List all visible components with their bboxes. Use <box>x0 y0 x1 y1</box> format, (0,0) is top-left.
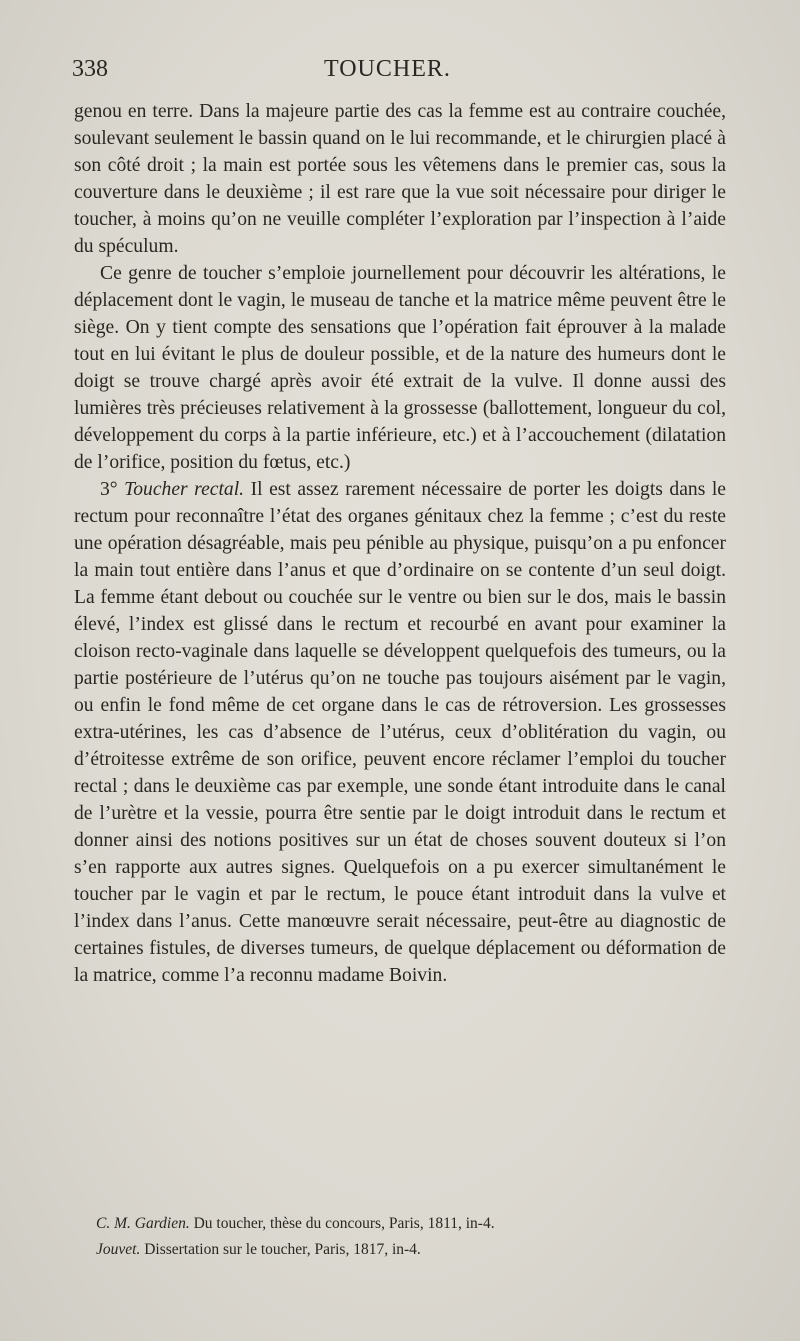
reference-text: Du toucher, thèse du concours, Paris, 1811, in-4. <box>189 1215 495 1232</box>
reference-item <box>74 1237 726 1263</box>
section-number: 3° <box>100 479 125 500</box>
reference-item <box>74 1211 726 1237</box>
paragraph-rectal-touch <box>74 476 726 989</box>
page-header <box>72 56 727 90</box>
body-text <box>74 98 726 989</box>
paragraph-continuation: genou en terre. Dans la majeure partie des cas la femme est au contraire couchée, soulevant seulement le bassin quand on le lui recommande, et le chirurgien placé à son côté droit ; la main est portée sous les vêtemens dans le premier cas, sous la couverture dans le deuxième ; il est rare que la vue soit nécessaire pour diriger le toucher, à moins qu’on ne veuille compléter l’exploration par l’inspection à l’aide du spéculum. <box>74 101 726 257</box>
reference-author: Jouvet. <box>96 1241 141 1258</box>
reference-text: Dissertation sur le toucher, Paris, 1817, in-4. <box>140 1241 421 1258</box>
reference-author: C. M. Gardien. <box>96 1215 190 1232</box>
section-title: Toucher rectal. <box>124 479 245 500</box>
paragraph-vaginal-touch: Ce genre de toucher s’emploie journellement pour découvrir les altérations, le déplacement dont le vagin, le museau de tanche et la matrice même peuvent être le siège. On y tient compte des sensations que l’opération fait éprouver à la malade tout en lui évitant le plus de douleur possible, et de la nature des humeurs dont le doigt se trouve chargé après avoir été extrait de la vulve. Il donne aussi des lumières très précieuses relativement à la grossesse (ballottement, longueur du col, développement du corps à la partie inférieure, etc.) et à l’accouchement (dilatation de l’orifice, position du fœtus, etc.) <box>74 263 726 473</box>
bibliography <box>74 1211 726 1263</box>
page-number: 338 <box>72 56 108 82</box>
section-text: Il est assez rarement nécessaire de porter les doigts dans le rectum pour reconnaître l’état des organes génitaux chez la femme ; c’est du reste une opération désagréable, mais peu pénible au physique, puisqu’on a pu enfoncer la main tout entière dans l’anus et que d’ordinaire on se contente d’un seul doigt. La femme étant debout ou couchée sur le ventre ou bien sur le dos, mais le bassin élevé, l’index est glissé dans le rectum et recourbé en avant pour examiner la cloison recto-vaginale dans laquelle se développent quelquefois des tumeurs, ou la partie postérieure de l’utérus qu’on ne touche pas toujours aisément par le vagin, ou enfin le fond même de cet organe dans le cas de rétroversion. Les grossesses extra-utérines, les cas d’absence de l’utérus, ceux d’oblitération du vagin, ou d’étroitesse extrême de son orifice, peuvent encore réclamer l’emploi du toucher rectal ; dans le deuxième cas par exemple, une sonde étant introduite dans le canal de l’urètre et la vessie, pourra être sentie par le doigt introduit dans le rectum et donner ainsi des notions positives sur un état de choses souvent douteux si l’on s’en rapporte aux autres signes. Quelquefois on a pu exercer simultanément le toucher par le vagin et par le rectum, le pouce étant introduit dans la vulve et l’index dans l’anus. Cette manœuvre serait nécessaire, peut-être au diagnostic de certaines fistules, de diverses tumeurs, de quelque déplacement ou déformation de la matrice, comme l’a reconnu madame Boivin. <box>74 479 726 986</box>
running-head: TOUCHER. <box>324 56 451 82</box>
